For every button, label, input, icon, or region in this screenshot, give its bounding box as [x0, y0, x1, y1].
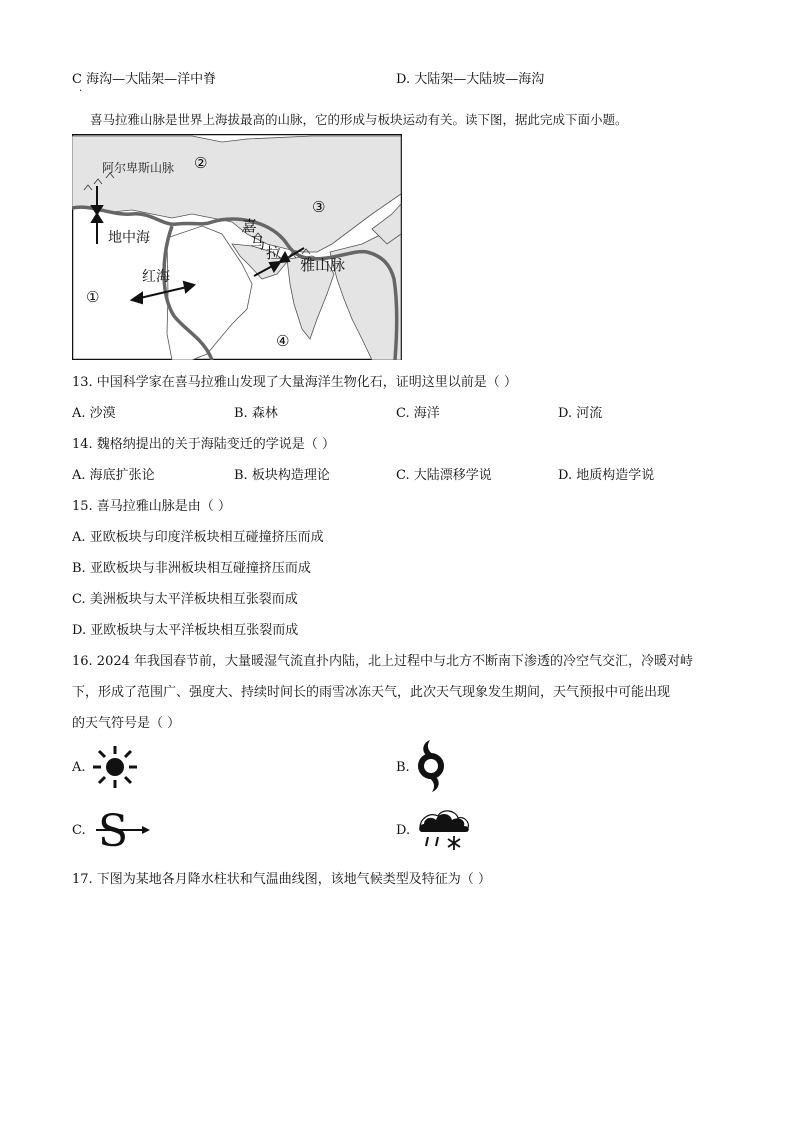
- sun-icon: [90, 744, 140, 790]
- q14-stem: 14. 魏格纳提出的关于海陆变迁的学说是（ ）: [72, 437, 335, 452]
- rain-snow-icon: [416, 808, 472, 852]
- sandstorm-icon: [96, 806, 150, 852]
- q13-option-d: D. 河流: [558, 406, 603, 421]
- q14-option-a: A. 海底扩张论: [72, 468, 155, 483]
- label-region-4: ④: [276, 332, 290, 350]
- q16-stem-line-2: 下，形成了范围广、强度大、持续时间长的雨雪冰冻天气，此次天气现象发生期间，天气预报中可能出现: [72, 685, 671, 700]
- typhoon-icon: [414, 738, 448, 794]
- q16-option-d: D.: [396, 823, 411, 838]
- q15-option-d: D. 亚欧板块与太平洋板块相互张裂而成: [72, 623, 299, 638]
- q15-option-b: B. 亚欧板块与非洲板块相互碰撞挤压而成: [72, 561, 311, 576]
- q15-option-a: A. 亚欧板块与印度洋板块相互碰撞挤压而成: [72, 530, 324, 545]
- q16-stem-line-1: 16. 2024 年我国春节前，大量暖湿气流直扑内陆，北上过程中与北方不断南下渗透的冷空气交汇，冷暖对峙: [72, 654, 694, 669]
- intro-text: 喜马拉雅山脉是世界上海拔最高的山脉，它的形成与板块运动有关。读下图，据此完成下面小题。: [90, 112, 628, 127]
- svg-text:S: S: [98, 806, 129, 852]
- q13-stem: 13. 中国科学家在喜马拉雅山发现了大量海洋生物化石，证明这里以前是（ ）: [72, 375, 517, 390]
- q15-stem: 15. 喜马拉雅山脉是由（ ）: [72, 499, 231, 514]
- label-region-3: ③: [312, 198, 326, 216]
- label-himalaya-3: 拉: [266, 244, 282, 262]
- label-region-2: ②: [194, 154, 208, 172]
- q14-option-c: C. 大陆漂移学说: [396, 468, 492, 483]
- q14-option-b: B. 板块构造理论: [234, 468, 330, 483]
- prev-option-d: D. 大陆架—大陆坡—海沟: [396, 72, 545, 87]
- q16-option-c: C.: [72, 823, 86, 838]
- q15-option-c: C. 美洲板块与太平洋板块相互张裂而成: [72, 592, 298, 607]
- prev-option-c: C 海沟—大陆架—洋中脊: [72, 72, 217, 87]
- label-mediterranean: 地中海: [108, 230, 150, 246]
- q13-option-c: C. 海洋: [396, 406, 440, 421]
- label-himalaya-1: 喜: [242, 217, 258, 235]
- label-region-1: ①: [86, 288, 100, 306]
- label-himalaya-2: 马: [250, 234, 266, 252]
- label-himalaya-4: 雅山脉: [300, 256, 346, 274]
- label-red-sea: 红海: [142, 269, 170, 285]
- q13-option-a: A. 沙漠: [72, 406, 116, 421]
- plate-map: [72, 134, 402, 360]
- dot-mark: ·: [79, 86, 83, 97]
- q17-stem: 17. 下图为某地各月降水柱状和气温曲线图，该地气候类型及特征为（ ）: [72, 872, 491, 887]
- label-alps: 阿尔卑斯山脉: [102, 161, 175, 175]
- q13-option-b: B. 森林: [234, 406, 278, 421]
- q16-option-b: B.: [396, 760, 410, 775]
- q14-option-d: D. 地质构造学说: [558, 468, 655, 483]
- q16-option-a: A.: [72, 760, 86, 775]
- q16-stem-line-3: 的天气符号是（ ）: [72, 716, 181, 731]
